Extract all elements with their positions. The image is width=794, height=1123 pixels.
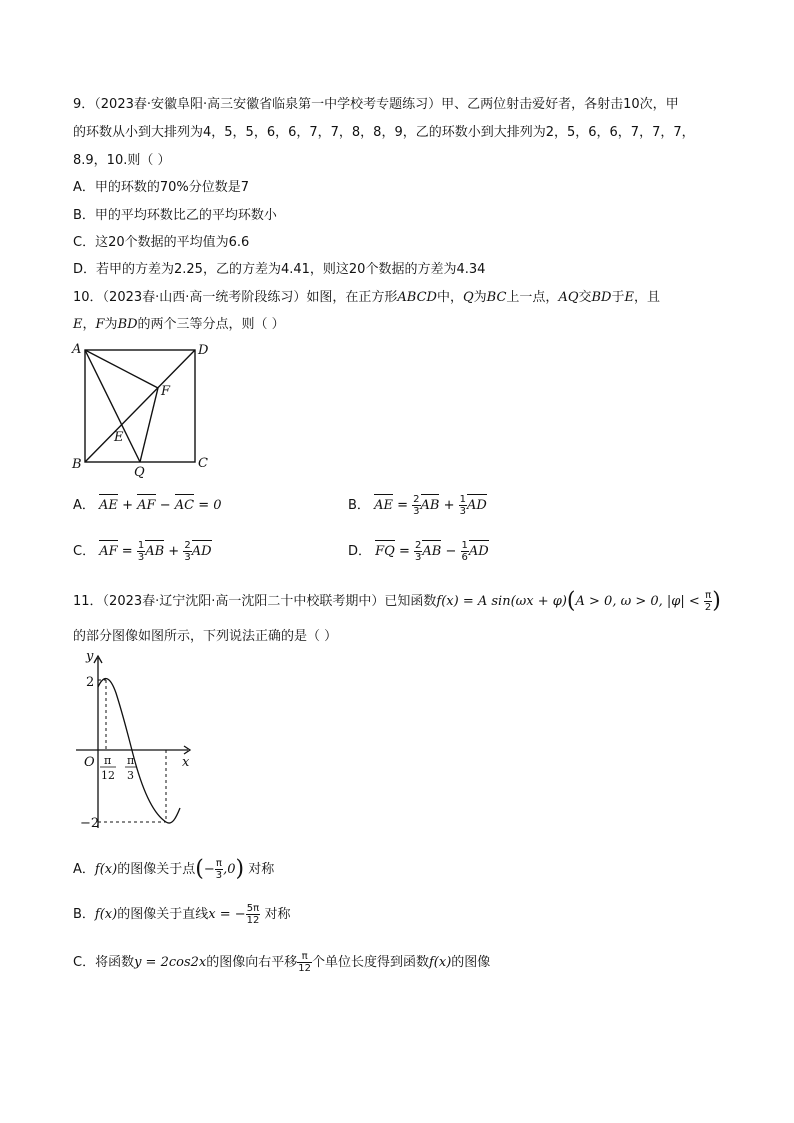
q9-option-b: B．甲的平均环数比乙的平均环数小 — [73, 208, 277, 223]
label-a: A — [72, 342, 82, 357]
q9-stem-line1: 9．（2023春·安徽阜阳·高三安徽省临泉第一中学校考专题练习）甲、乙两位射击爱好者，各射击10次，甲 — [73, 97, 679, 112]
y-tick-2: 2 — [86, 675, 95, 690]
segment-af — [85, 350, 158, 388]
q9-option-a: A．甲的环数的70%分位数是7 — [73, 180, 250, 195]
q11-option-b: B．f(x)的图像关于直线x = − $\frac{5\pi}{12}$ 对称 — [73, 903, 291, 926]
q10-option-c: C． AF = $\frac{1}{3}$ AB + $\frac{2}{3}$ AD — [73, 540, 212, 563]
q11-stem-line2: 的部分图像如图所示，下列说法正确的是（ ） — [73, 629, 338, 644]
q11-sine-graph — [66, 648, 206, 838]
tick-pi-12-num: π — [104, 754, 112, 767]
origin-label: O — [84, 755, 95, 770]
tick-pi-3-num: π — [127, 754, 135, 767]
q10-option-a: A． AE + AF − AC = 0 — [73, 496, 222, 516]
q9-stem-line3: 8.9，10.则（ ） — [73, 153, 171, 168]
label-f: F — [161, 384, 171, 399]
q11-option-c: C．将函数y = 2cos2x的图像向右平移 $\frac{\pi}{12}$ 个单位长度得到函数f(x)的图像 — [73, 951, 491, 974]
q10-option-b: B． AE = $\frac{2}{3}$ AB + $\frac{1}{3}$ AD — [348, 494, 487, 517]
q10-option-d: D． FQ = $\frac{2}{3}$ AB − $\frac{1}{6}$ AD — [348, 540, 489, 563]
q11-stem-line1: 11．（2023春·辽宁沈阳·高一沈阳二十中校联考期中）已知函数f(x) = A sin(ωx + φ)(A > 0, ω > 0, |φ| < $\frac{\pi}{2}$ ) — [73, 588, 721, 614]
q9-option-c: C．这20个数据的平均值为6.6 — [73, 235, 250, 250]
x-label: x — [182, 755, 190, 770]
q9-stem-line2: 的环数从小到大排列为4，5，5，6，6，7，7，8，8，9，乙的环数小到大排列为2，5，6，6，7，7，7， — [73, 125, 695, 140]
tick-pi-3-den: 3 — [127, 769, 134, 782]
q9-option-d: D．若甲的方差为2.25，乙的方差为4.41，则这20个数据的方差为4.34 — [73, 262, 486, 277]
label-q: Q — [134, 465, 145, 480]
label-c: C — [198, 456, 208, 471]
y-tick-neg2: −2 — [80, 816, 100, 831]
q10-square-figure — [66, 340, 226, 480]
q10-stem-line1: 10．（2023春·山西·高一统考阶段练习）如图，在正方形ABCD中，Q为BC上一点，AQ交BD于E，且 — [73, 290, 661, 305]
diagonal-bd — [85, 350, 195, 462]
q11-option-a: A．f(x)的图像关于点(− $\frac{\pi}{3}$ ,0) 对称 — [73, 856, 275, 882]
segment-fq — [140, 388, 158, 462]
segment-aq — [85, 350, 140, 462]
label-e: E — [114, 430, 124, 445]
sine-curve — [98, 679, 180, 824]
q10-stem-line2: E，F为BD的两个三等分点，则（ ） — [73, 317, 285, 332]
y-label: y — [86, 649, 94, 664]
tick-pi-12-den: 12 — [101, 769, 115, 782]
label-d: D — [198, 343, 209, 358]
label-b: B — [72, 457, 82, 472]
